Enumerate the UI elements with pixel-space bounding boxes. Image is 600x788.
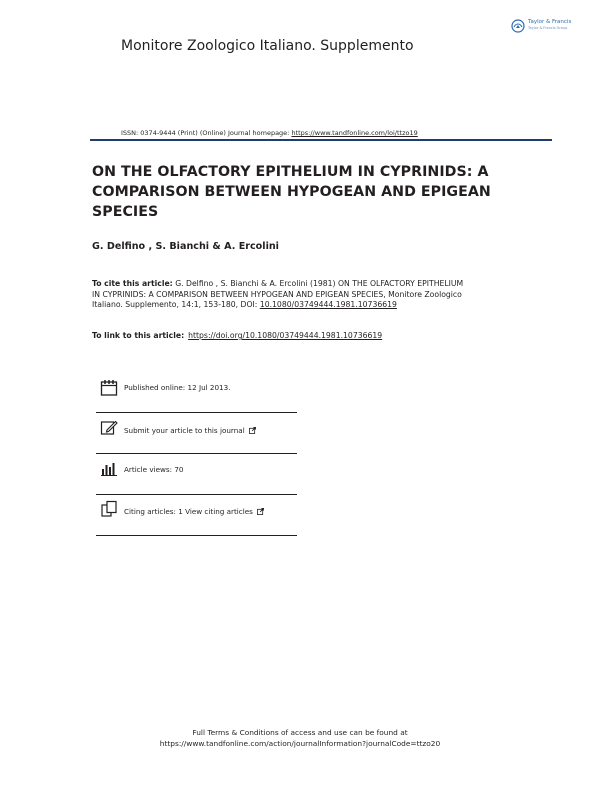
issn-line [121, 129, 418, 137]
publisher-logo[interactable] [511, 18, 581, 36]
citation-doi-link[interactable]: 10.1080/03749444.1981.10736619 [259, 300, 397, 309]
logo-tagline: Taylor & Francis Group [528, 26, 568, 30]
copy-documents-icon [100, 500, 118, 518]
authors: G. Delfino , S. Bianchi & A. Ercolini [92, 241, 279, 252]
article-views: Article views: 70 [124, 465, 184, 474]
citing-articles-link[interactable] [124, 507, 264, 516]
bar-chart-icon [100, 460, 118, 478]
citing-row[interactable] [96, 494, 297, 536]
logo-wordmark: Taylor & Francis [528, 19, 572, 25]
calendar-icon [100, 379, 118, 397]
issn-text: ISSN: 0374-9444 (Print) (Online) Journal homepage: [121, 129, 292, 137]
taylor-francis-logo-icon [511, 19, 525, 33]
citation-text: G. Delfino , S. Bianchi & A. Ercolini (1981) ON THE OLFACTORY EPITHELIUM IN CYPRINIDS: A COMPARISON BETWEEN HYPOGEAN AND EPIGEAN SPECIES, Monitore Zoologico Italiano. Supplemento, 14:1, 153-180, DOI: [92, 279, 464, 309]
external-link-icon [257, 508, 264, 515]
submit-article-label: Submit your article to this journal [124, 426, 245, 435]
views-row [96, 453, 297, 495]
footer [120, 727, 480, 749]
footer-terms: Full Terms & Conditions of access and use can be found at [192, 728, 408, 737]
published-date: Published online: 12 Jul 2013. [124, 383, 231, 392]
article-title: ON THE OLFACTORY EPITHELIUM IN CYPRINIDS: A COMPARISON BETWEEN HYPOGEAN AND EPIGEAN SPECIES [92, 164, 491, 220]
article-link-line [92, 331, 382, 340]
edit-pencil-icon [100, 419, 118, 437]
header-rule [90, 139, 552, 141]
link-label: To link to this article: [92, 331, 185, 340]
submit-article-link[interactable] [124, 426, 256, 435]
citation [92, 279, 472, 311]
external-link-icon [249, 427, 256, 434]
journal-homepage-link[interactable]: https://www.tandfonline.com/loi/ttzo19 [291, 129, 418, 137]
journal-title: Monitore Zoologico Italiano. Supplemento [121, 38, 414, 54]
submit-row[interactable] [96, 412, 297, 454]
article-doi-link[interactable]: https://doi.org/10.1080/03749444.1981.10736619 [188, 331, 383, 340]
citing-articles-label: Citing articles: 1 View citing articles [124, 507, 253, 516]
footer-url[interactable]: https://www.tandfonline.com/action/journalInformation?journalCode=ttzo20 [159, 739, 441, 748]
citation-label: To cite this article: [92, 279, 173, 288]
published-row [96, 371, 297, 413]
